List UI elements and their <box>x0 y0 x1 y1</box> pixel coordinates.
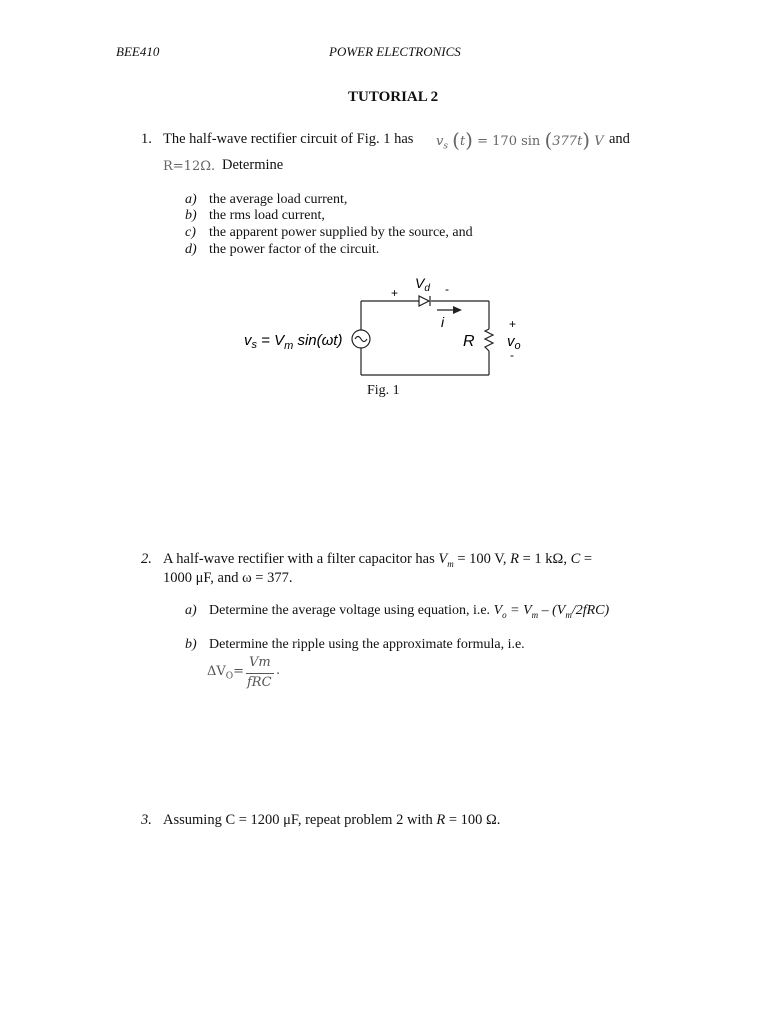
q2-item-a: a) Determine the average voltage using equation, i.e. $V_o = V_m - (V_m/2fRC)$ <box>185 603 610 620</box>
resistor-icon <box>485 329 493 351</box>
subject-title: POWER ELECTRONICS <box>329 44 461 59</box>
q1-and: and <box>609 131 630 147</box>
q1-text-line1: The half-wave rectifier circuit of Fig. 1 has <box>163 131 414 147</box>
current-label: i <box>441 314 445 330</box>
course-code: BEE410 <box>116 44 160 59</box>
q1-item-c: c) the apparent power supplied by the source, and <box>185 225 473 240</box>
vs-time: t <box>459 134 466 149</box>
vo-plus: + <box>509 317 517 331</box>
q2-number: 2. <box>141 551 152 567</box>
q1-determine: Determine <box>222 157 284 173</box>
page-title: TUTORIAL 2 <box>348 89 439 105</box>
q1-item-a: a) the average load current, <box>185 192 348 207</box>
vo-label: $v_o$ <box>507 333 521 352</box>
q1-number: 1. <box>141 131 152 147</box>
q3-text: Assuming C = 1200 μF, repeat problem 2 with R = 100 Ω. <box>163 812 501 828</box>
vs-argument: 377t <box>552 134 583 149</box>
ripple-period: . <box>276 663 281 678</box>
resistor-label: R <box>463 333 475 350</box>
vs-subscript: s <box>443 141 448 152</box>
ripple-numerator: Vm <box>249 655 271 670</box>
q2-item-b: b) Determine the ripple using the approximate formula, i.e. <box>185 637 525 652</box>
vd-label: $V_d$ <box>415 275 430 294</box>
ripple-denominator: fRC <box>247 675 272 690</box>
q3-number: 3. <box>141 812 152 828</box>
q1-item-b: b) the rms load current, <box>185 208 325 223</box>
vo-minus: - <box>510 348 514 362</box>
minus-top: - <box>445 282 449 296</box>
diode-icon <box>419 296 429 306</box>
source-label: $v_s = V_m$ sin(ωt) <box>244 332 343 352</box>
vs-symbol: v <box>436 134 444 149</box>
sine-wave-icon <box>355 337 367 342</box>
circuit-diagram <box>0 0 768 420</box>
plus-top: + <box>391 286 399 300</box>
q2-text-line2: 1000 μF, and ω = 377. <box>163 570 293 586</box>
q1-resistance: R=12Ω. <box>163 159 216 174</box>
q2-text-line1: A half-wave rectifier with a filter capacitor has $V_m = 100$ V, R = 1 kΩ, C = <box>163 551 593 569</box>
q1-source-equation: $v_s$ (t) = 170 sin (377t) V <box>436 128 604 152</box>
fraction-bar <box>246 673 274 674</box>
q1-item-d: d) the power factor of the circuit. <box>185 242 380 257</box>
vs-equals: = 170 sin <box>477 134 541 149</box>
figure-caption: Fig. 1 <box>367 383 400 398</box>
vs-unit: V <box>594 134 604 149</box>
current-arrow-head <box>453 306 462 314</box>
ripple-lhs: $\Delta V_O=$ <box>207 664 245 682</box>
